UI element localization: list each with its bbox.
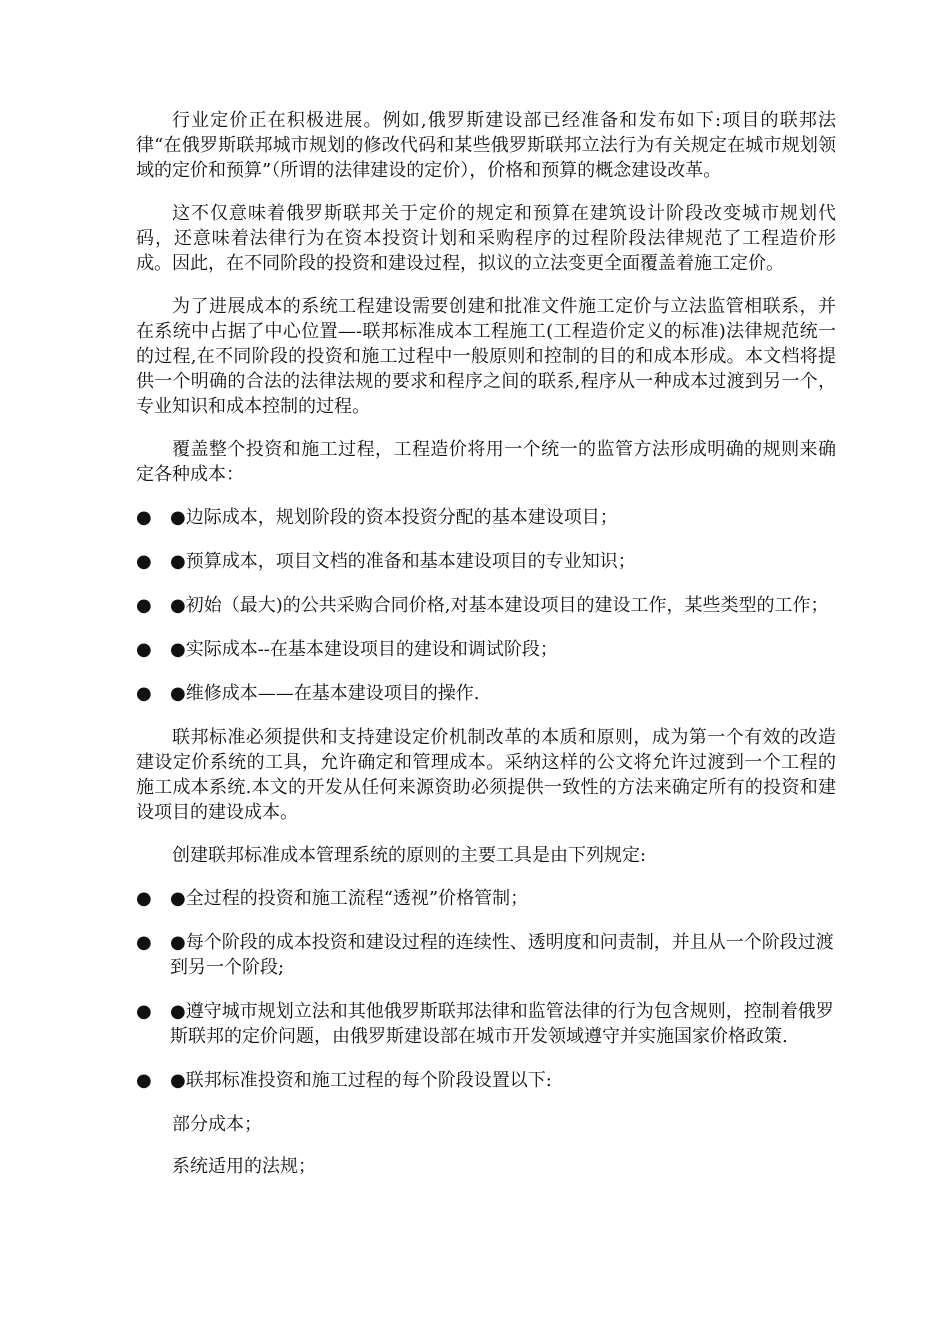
list-item [136,886,836,911]
list-item-text: ●全过程的投资和施工流程“透视”价格管制； [170,888,529,909]
bullet-icon: ● [136,507,152,528]
list-item-text: ●维修成本——在基本建设项目的操作. [170,683,480,704]
list-item-text: ●遵守城市规划立法和其他俄罗斯联邦法律和监管法律的行为包含规则，控制着俄罗斯联邦的定价问题，由俄罗斯建设部在城市开发领域遵守并实施国家价格政策. [170,1001,834,1047]
list-item [136,999,836,1049]
bullet-icon: ● [136,595,152,616]
list-item [136,681,836,706]
bullet-icon: ● [136,639,152,660]
list-item [136,930,836,980]
bullet-icon: ● [136,683,152,704]
paragraph-industry-pricing: 行业定价正在积极进展。例如,俄罗斯建设部已经准备和发布如下:项目的联邦法律“在俄罗斯联邦城市规划的修改代码和某些俄罗斯联邦立法行为有关规定在城市规划领域的定价和预算”（所谓的法律建设的定价），价格和预算的概念建设改革。 [136,110,836,181]
principles-list [136,886,836,1093]
list-item-text: ●联邦标准投资和施工过程的每个阶段设置以下: [170,1070,552,1091]
list-item [136,505,836,530]
bullet-icon: ● [136,551,152,572]
sub-item-partial-cost: 部分成本； [172,1114,262,1135]
paragraph-principles-intro: 创建联邦标准成本管理系统的原则的主要工具是由下列规定: [172,845,647,866]
paragraph-federal-standard: 为了进展成本的系统工程建设需要创建和批准文件施工定价与立法监管相联系，并在系统中占据了中心位置—-联邦标准成本工程施工(工程造价定义的标准)法律规范统一的过程,在不同阶段的投资和施工过程中一般原则和控制的目的和成本形成。本文档将提供一个明确的合法的法律法规的要求和程序之间的联系,程序从一种成本过渡到另一个，专业知识和成本控制的过程。 [136,296,836,417]
list-item-text: ●每个阶段的成本投资和建设过程的连续性、透明度和问责制，并且从一个阶段过渡到另一个阶段; [170,932,834,978]
list-item-text: ●预算成本，项目文档的准备和基本建设项目的专业知识； [170,551,636,572]
document-body [136,108,836,1196]
sub-item-applicable-regulations: 系统适用的法规； [172,1156,316,1177]
bullet-icon: ● [136,888,152,909]
cost-types-list [136,505,836,706]
list-item [136,549,836,574]
list-item-text: ●边际成本，规划阶段的资本投资分配的基本建设项目； [170,507,618,528]
paragraph-standard-reform: 联邦标准必须提供和支持建设定价机制改革的本质和原则，成为第一个有效的改造建设定价系统的工具，允许确定和管理成本。采纳这样的公文将允许过渡到一个工程的施工成本系统.本文的开发从任何来源资助必须提供一致性的方法来确定所有的投资和建设项目的建设成本。 [136,727,836,823]
list-item [136,637,836,662]
bullet-icon: ● [136,1070,152,1091]
bullet-icon: ● [136,932,152,953]
list-item-text: ●初始（最大)的公共采购合同价格,对基本建设项目的建设工作，某些类型的工作； [170,595,829,616]
list-item [136,593,836,618]
list-item [136,1068,836,1093]
paragraph-regulation-scope: 这不仅意味着俄罗斯联邦关于定价的规定和预算在建筑设计阶段改变城市规划代码，还意味着法律行为在资本投资计划和采购程序的过程阶段法律规范了工程造价形成。因此，在不同阶段的投资和建设过程，拟议的立法变更全面覆盖着施工定价。 [136,203,836,274]
bullet-icon: ● [136,1001,152,1022]
list-item-text: ●实际成本--在基本建设项目的建设和调试阶段； [170,639,558,660]
paragraph-cost-rules-intro: 覆盖整个投资和施工过程，工程造价将用一个统一的监管方法形成明确的规则来确定各种成本： [136,439,836,485]
